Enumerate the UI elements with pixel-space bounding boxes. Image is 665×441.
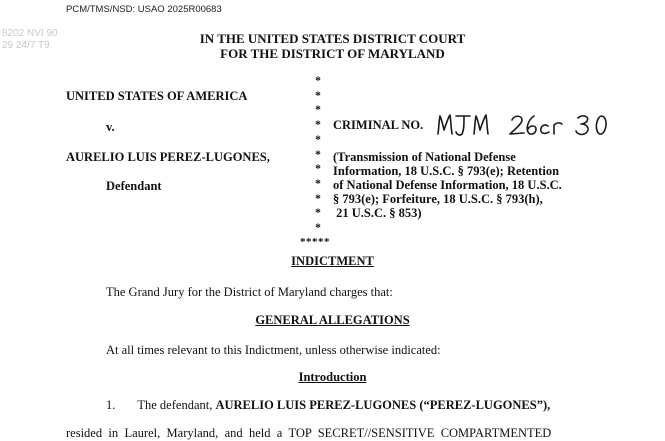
paragraph-prefix: The defendant, [137, 398, 213, 412]
caption-star: * [315, 133, 321, 146]
charges-line: of National Defense Information, 18 U.S.C. [333, 178, 562, 192]
charges-line: (Transmission of National Defense [333, 150, 516, 164]
caption-star: * [315, 89, 321, 102]
defendant-bold-name: AURELIO LUIS PEREZ-LUGONES (“PEREZ-LUGONES”), [215, 398, 551, 412]
caption-defendant-label: Defendant [106, 179, 162, 193]
paragraph-1-line-1 [106, 398, 550, 413]
caption-star: * [315, 119, 321, 132]
charges-line: 21 U.S.C. § 853) [333, 206, 422, 220]
caption-plaintiff: UNITED STATES OF AMERICA [66, 89, 248, 103]
caption-star: * [315, 163, 321, 176]
caption-star-column [312, 74, 324, 236]
court-title-line-1: IN THE UNITED STATES DISTRICT COURT [199, 31, 466, 46]
introduction-heading: Introduction [298, 370, 367, 384]
handwritten-case-number [436, 108, 636, 147]
caption-star: * [315, 75, 321, 87]
case-code-header: PCM/TMS/NSD: USAO 2025R00683 [66, 4, 222, 15]
relevant-times-sentence: At all times relevant to this Indictment, unless otherwise indicated: [106, 343, 441, 357]
general-allegations-heading: GENERAL ALLEGATIONS [255, 313, 410, 327]
caption-star: * [315, 222, 321, 235]
caption-star: * [315, 192, 321, 205]
indictment-heading: INDICTMENT [291, 254, 374, 268]
caption-star: * [315, 207, 321, 220]
court-title [0, 31, 665, 61]
paragraph-number: 1. [106, 398, 116, 412]
stamp-line: 29 24/7 T9. [2, 40, 53, 51]
handwriting-signature-icon [436, 108, 636, 142]
stamp-line: 8202 NVI 90 [2, 28, 58, 39]
caption-star-close: ***** [300, 236, 330, 248]
charges-line: Information, 18 U.S.C. § 793(e); Retention [333, 164, 560, 178]
caption-star: * [315, 104, 321, 117]
caption-star: * [315, 177, 321, 190]
court-title-line-2: FOR THE DISTRICT OF MARYLAND [220, 46, 445, 61]
criminal-no-label: CRIMINAL NO. [333, 118, 424, 132]
grand-jury-sentence: The Grand Jury for the District of Maryland charges that: [106, 285, 393, 299]
caption-versus: v. [106, 120, 115, 134]
caption-defendant-name: AURELIO LUIS PEREZ-LUGONES, [66, 150, 270, 164]
paragraph-1-line-2: resided in Laurel, Maryland, and held a TOP SECRET//SENSITIVE COMPARTMENTED [66, 426, 552, 440]
caption-star: * [315, 148, 321, 161]
charges-block [333, 150, 562, 220]
charges-line: § 793(e); Forfeiture, 18 U.S.C. § 793(h), [333, 192, 543, 206]
